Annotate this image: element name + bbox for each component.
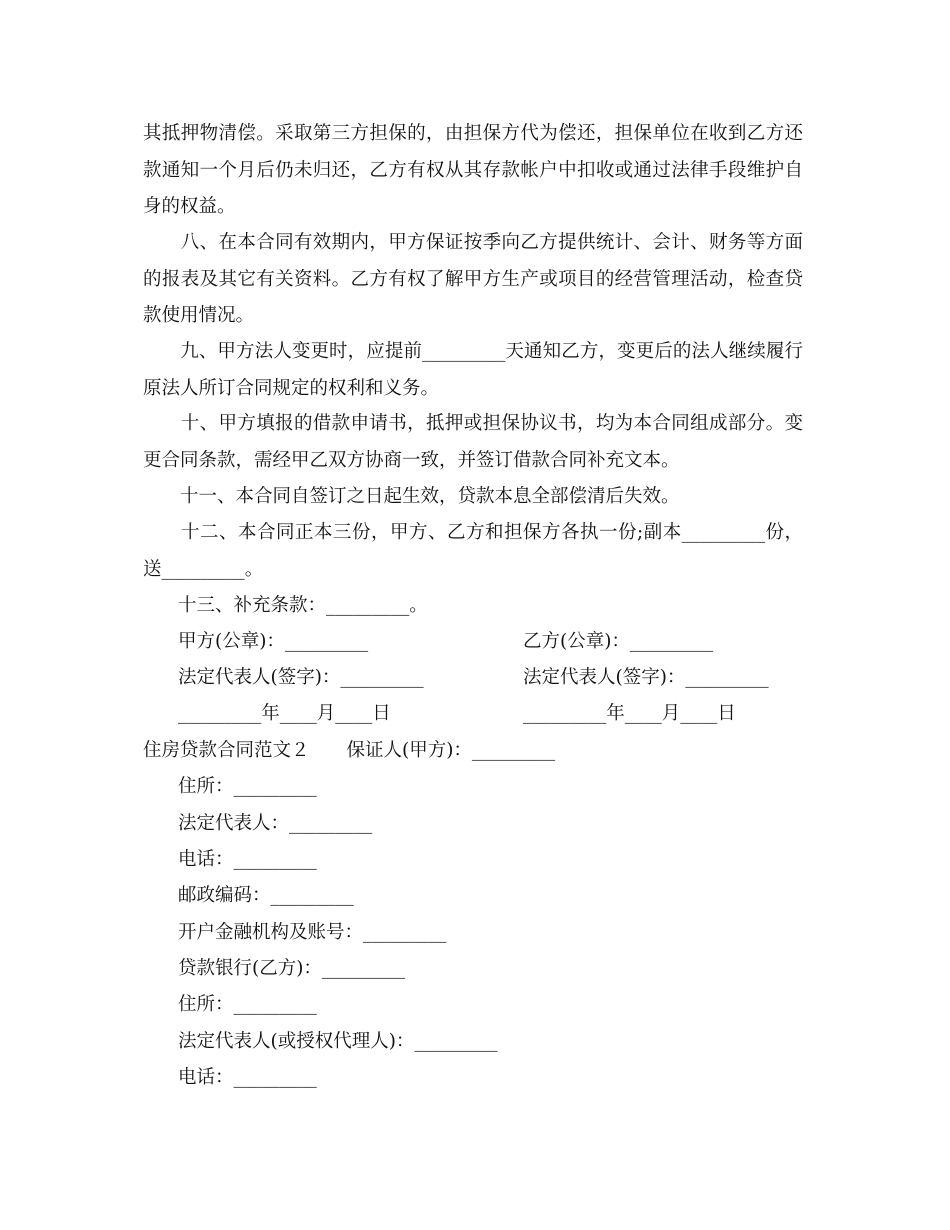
paragraph-clause-9: 九、甲方法人变更时，应提前_________天通知乙方，变更后的法人继续履行原法人所订合同规定的权利和义务。	[143, 341, 803, 399]
party-b-representative-line: 法定代表人(签字)：_________	[523, 667, 769, 688]
field-phone: 电话：_________	[178, 849, 317, 870]
field-bank-representative: 法定代表人(或授权代理人)：_________	[178, 1031, 498, 1052]
party-a-representative-line: 法定代表人(签字)：_________	[178, 667, 424, 688]
party-b-seal-line: 乙方(公章)：_________	[523, 631, 714, 652]
clause-13-supplement: 十三、补充条款：_________。	[178, 595, 428, 616]
field-lending-bank: 贷款银行(乙方)：_________	[178, 958, 406, 979]
field-postal-code: 邮政编码：_________	[178, 885, 354, 906]
contract-2-heading: 住房贷款合同范文２ 保证人(甲方)：_________	[143, 740, 556, 761]
paragraph-clause-12: 十二、本合同正本三份，甲方、乙方和担保方各执一份;副本_________份，送_________。	[143, 522, 803, 580]
party-b-date-line: _________年____月____日	[523, 703, 736, 724]
field-bank-phone: 电话：_________	[178, 1067, 317, 1088]
party-a-date-line: _________年____月____日	[178, 703, 391, 724]
paragraph-guarantee-repayment: 其抵押物清偿。采取第三方担保的，由担保方代为偿还，担保单位在收到乙方还款通知一个月后仍未归还，乙方有权从其存款帐户中扣收或通过法律手段维护自身的权益。	[143, 123, 803, 217]
field-legal-representative: 法定代表人：_________	[178, 813, 373, 834]
paragraph-clause-11: 十一、本合同自签订之日起生效，贷款本息全部偿清后失效。	[143, 486, 680, 507]
party-a-seal-line: 甲方(公章)：_________	[178, 631, 369, 652]
paragraph-clause-8: 八、在本合同有效期内，甲方保证按季向乙方提供统计、会计、财务等方面的报表及其它有关资料。乙方有权了解甲方生产或项目的经营管理活动，检查贷款使用情况。	[143, 232, 803, 326]
field-bank-address: 住所：_________	[178, 994, 317, 1015]
field-address: 住所：_________	[178, 776, 317, 797]
field-bank-account: 开户金融机构及账号：_________	[178, 922, 447, 943]
paragraph-clause-10: 十、甲方填报的借款申请书，抵押或担保协议书，均为本合同组成部分。变更合同条款，需经甲乙双方协商一致，并签订借款合同补充文本。	[143, 413, 803, 471]
